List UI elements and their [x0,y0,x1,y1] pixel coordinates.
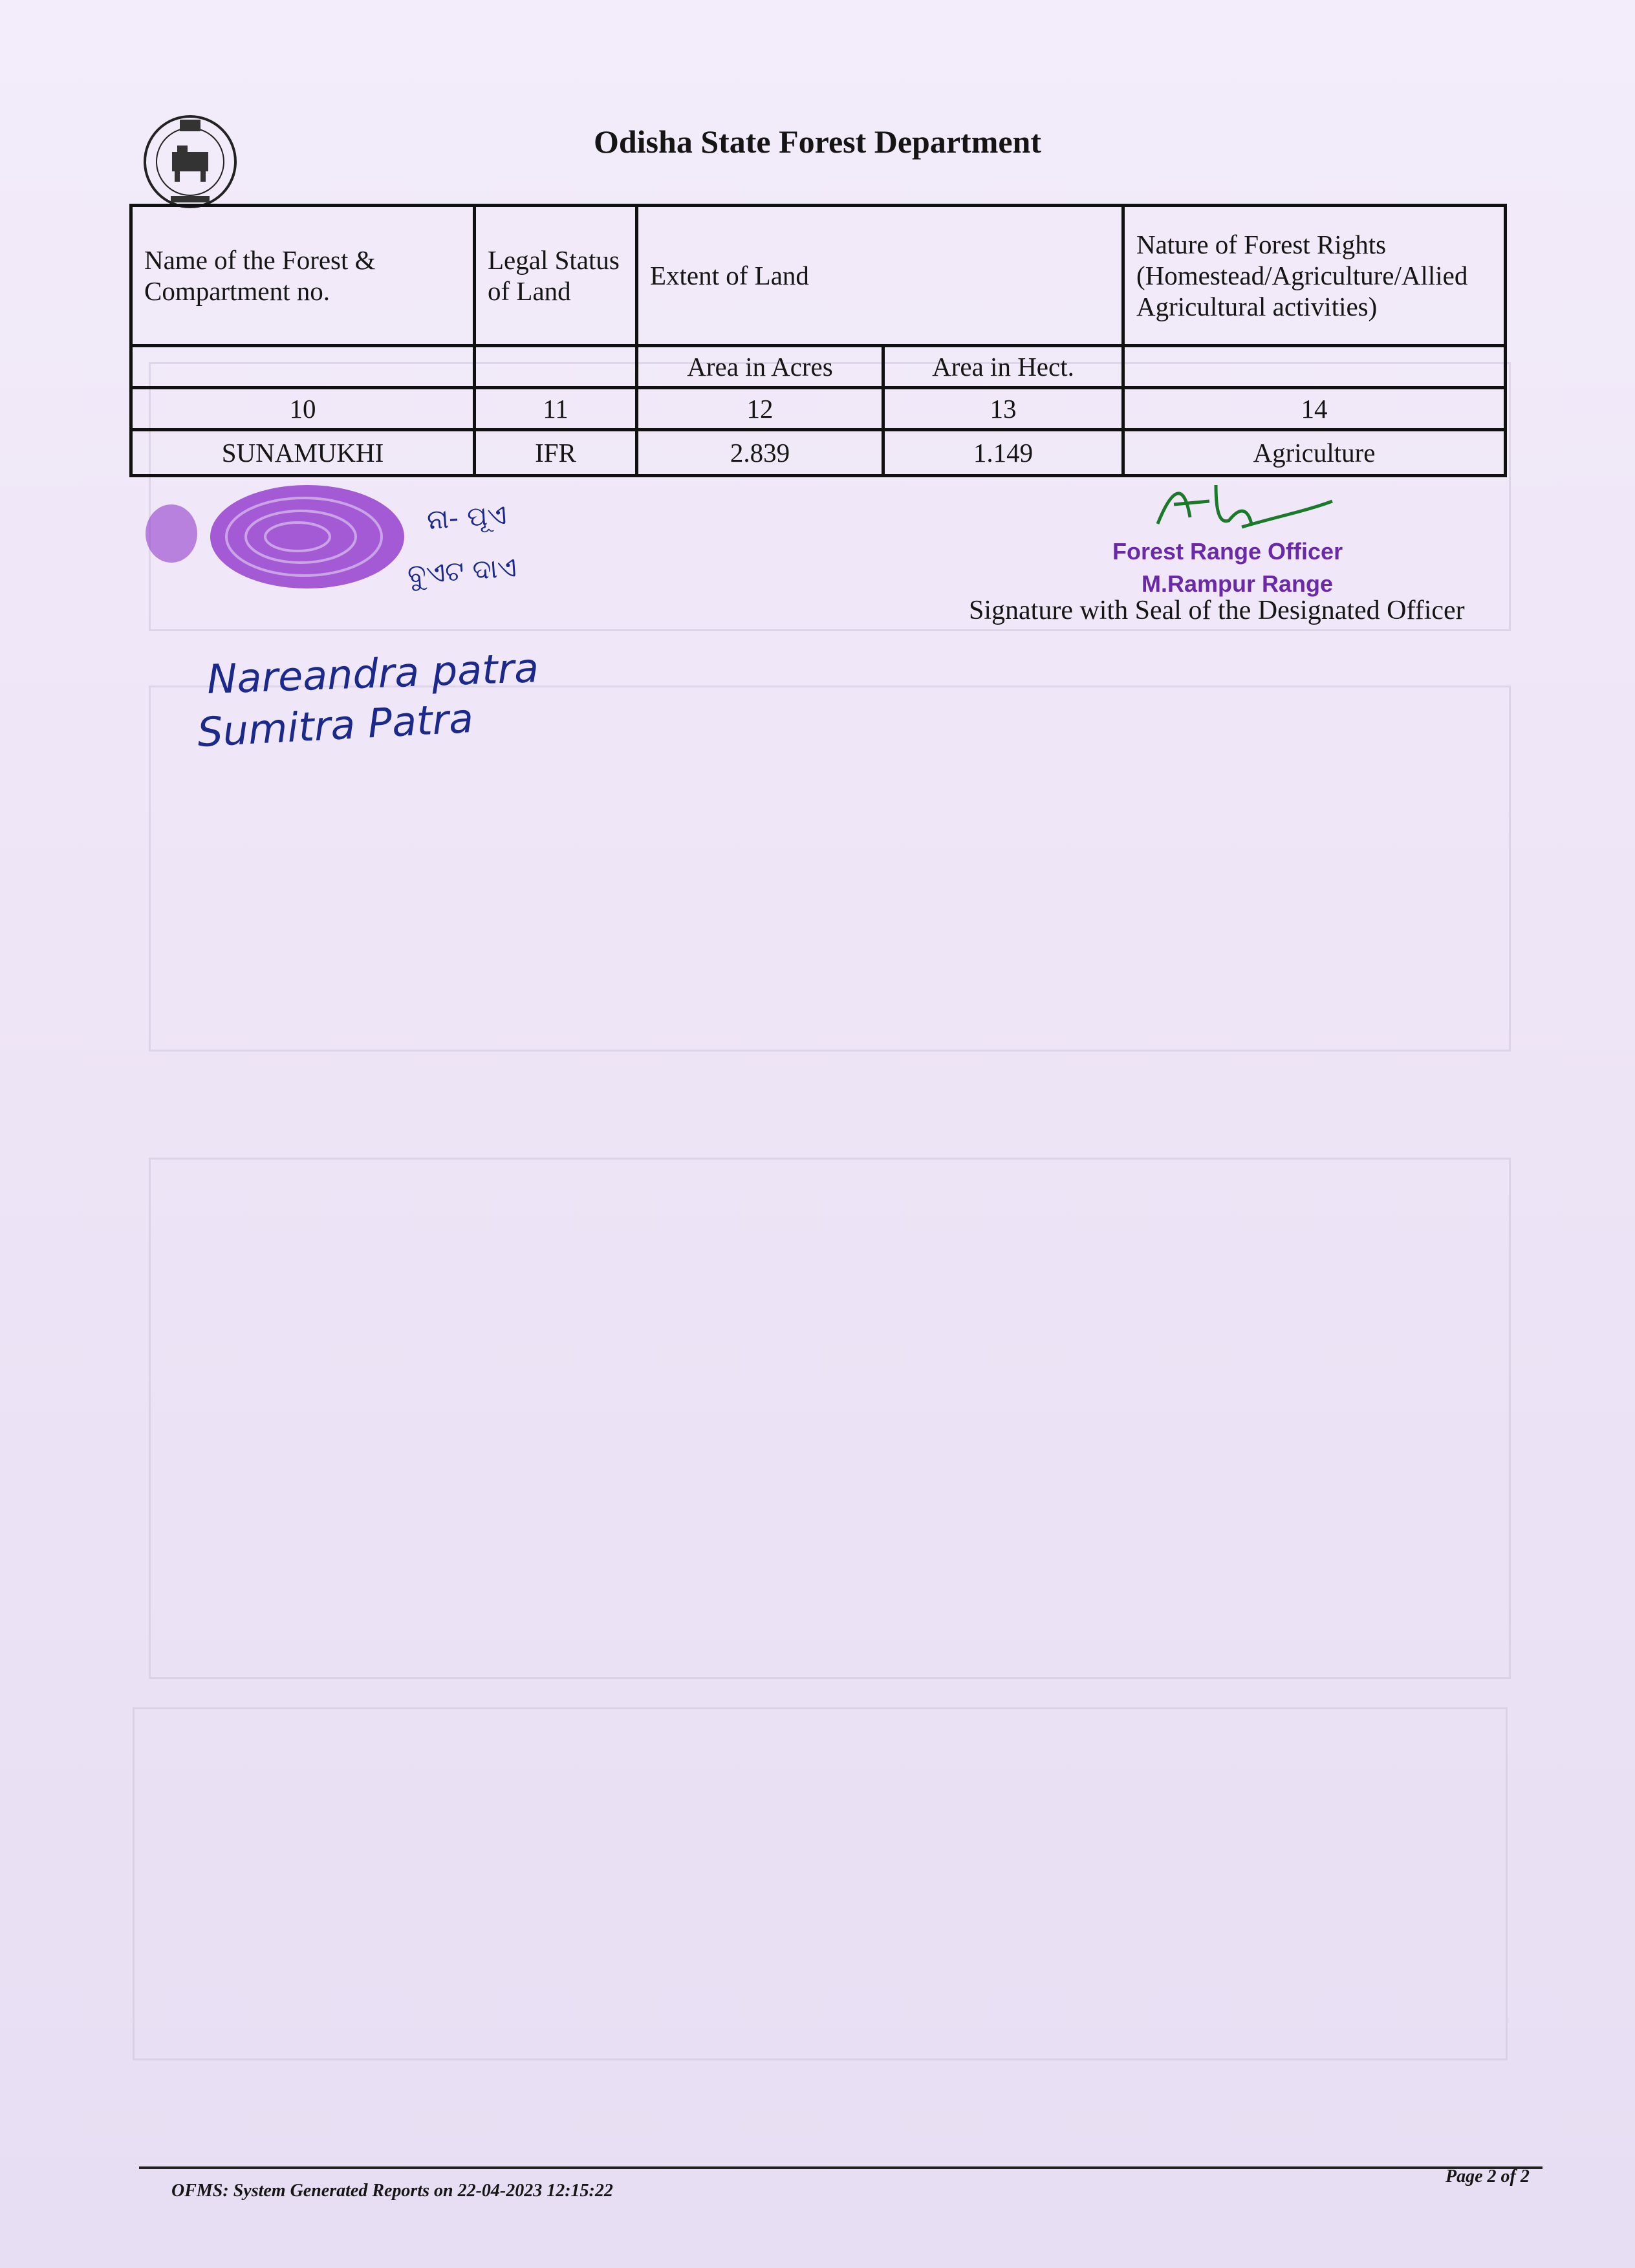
footer-report-info: OFMS: System Generated Reports on 22-04-2023 12:15:22 [171,2181,613,2201]
footer-divider [139,2166,1543,2169]
empty-cell [131,346,475,388]
legal-status-cell: IFR [475,430,637,476]
handwritten-odia-line-2: ବୁଏଟ ଦାଏ [406,551,518,590]
empty-cell [1123,346,1506,388]
forest-name-cell: SUNAMUKHI [131,430,475,476]
thumb-impression-icon [139,472,411,601]
handwritten-name-2: Sumitra Patra [196,694,475,757]
officer-signature-icon [1145,466,1339,543]
area-hect-cell: 1.149 [883,430,1123,476]
nature-cell: Agriculture [1123,430,1506,476]
col-header-extent: Extent of Land [637,206,1123,346]
bleed-through-table [133,1707,1508,2060]
col-header-area-hect: Area in Hect. [883,346,1123,388]
signature-label: Signature with Seal of the Designated Officer [969,596,1465,625]
col-header-nature: Nature of Forest Rights (Homestead/Agriculture/Allied Agricultural activities) [1123,206,1506,346]
column-number: 13 [883,388,1123,430]
column-number-row [131,388,1506,430]
column-number: 14 [1123,388,1506,430]
table-subheader-row [131,346,1506,388]
column-number: 10 [131,388,475,430]
forest-rights-table [129,204,1507,477]
page-title: Odisha State Forest Department [593,124,1042,160]
seal-line-1: Forest Range Officer [1112,538,1343,565]
col-header-legal-status: Legal Status of Land [475,206,637,346]
handwritten-odia-line-1: ନା- ପୂଏ [426,498,508,536]
page-number: Page 2 of 2 [1446,2166,1530,2187]
area-acres-cell: 2.839 [637,430,883,476]
col-header-forest-name: Name of the Forest & Compartment no. [131,206,475,346]
table-header-row [131,206,1506,346]
column-number: 12 [637,388,883,430]
bleed-through-table [149,1158,1511,1679]
empty-cell [475,346,637,388]
column-number: 11 [475,388,637,430]
handwritten-name-1: Nareandra patra [206,644,540,703]
seal-line-2: M.Rampur Range [1142,570,1334,597]
col-header-area-acres: Area in Acres [637,346,883,388]
